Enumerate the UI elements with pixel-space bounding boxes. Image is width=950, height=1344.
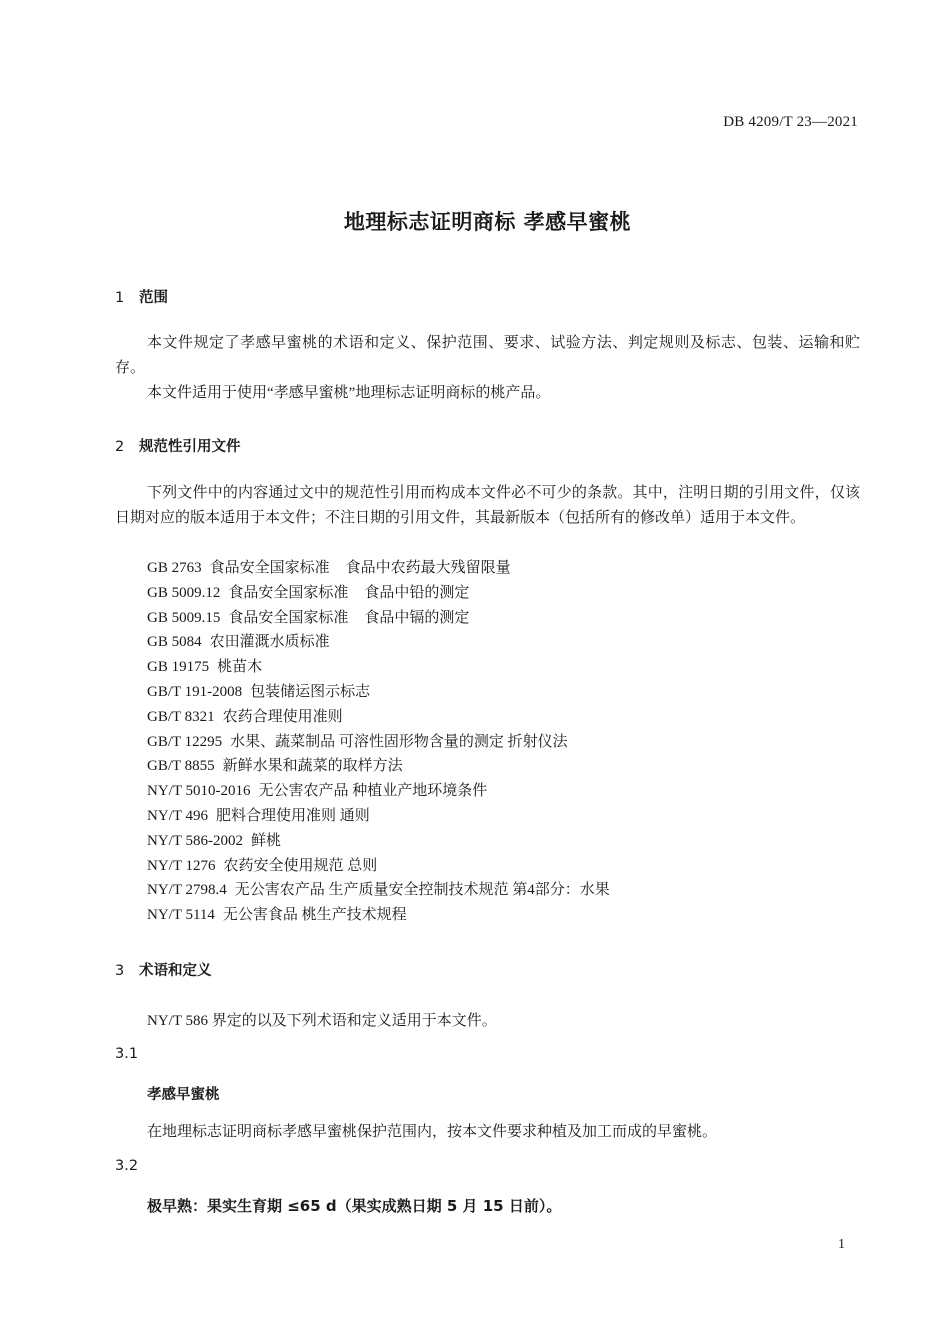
reference-title: 食品安全国家标准 — [228, 609, 349, 626]
reference-title: 水果、蔬菜制品 可溶性固形物含量的测定 折射仪法 — [230, 733, 568, 750]
term-3-1-number: 3.1 — [115, 1046, 139, 1062]
reference-code: NY/T 1276 — [147, 857, 216, 874]
reference-item — [147, 705, 610, 730]
section-1-heading — [115, 286, 168, 307]
reference-code: NY/T 5010-2016 — [147, 783, 251, 800]
reference-item — [147, 630, 610, 655]
reference-item — [147, 655, 610, 680]
reference-item — [147, 779, 610, 804]
reference-item — [147, 854, 610, 879]
reference-title: 食品安全国家标准 — [209, 560, 330, 576]
reference-title: 新鲜水果和蔬菜的取样方法 — [222, 758, 403, 775]
reference-code: GB/T 8321 — [147, 708, 215, 725]
section-1-number: 1 — [115, 290, 125, 306]
scope-paragraph-2: 本文件适用于使用“孝感早蜜桃”地理标志证明商标的桃产品。 — [147, 385, 551, 401]
term-3-1-name: 孝感早蜜桃 — [147, 1087, 220, 1103]
reference-code: GB/T 8855 — [147, 758, 215, 775]
reference-item — [147, 903, 610, 928]
scope-paragraph-1: 本文件规定了孝感早蜜桃的术语和定义、保护范围、要求、试验方法、判定规则及标志、包装、运输和贮存。 — [115, 335, 860, 376]
reference-title: 无公害农产品 生产质量安全控制技术规范 第4部分：水果 — [234, 882, 610, 899]
reference-code: GB 5009.15 — [147, 609, 221, 626]
section-3-heading — [115, 959, 212, 980]
reference-title: 农田灌溉水质标准 — [209, 634, 330, 651]
term-3-1-definition: 在地理标志证明商标孝感早蜜桃保护范围内，按本文件要求种植及加工而成的早蜜桃。 — [147, 1124, 718, 1140]
reference-code: GB 5009.12 — [147, 584, 221, 601]
reference-item — [147, 680, 610, 705]
reference-title: 桃苗木 — [217, 659, 263, 676]
document-number: DB 4209/T 23—2021 — [723, 114, 858, 130]
reference-code: GB/T 12295 — [147, 733, 223, 750]
reference-code: NY/T 586-2002 — [147, 832, 243, 849]
reference-title: 农药合理使用准则 — [222, 708, 343, 725]
section-2-title: 规范性引用文件 — [139, 439, 241, 455]
reference-title: 鲜桃 — [250, 832, 281, 849]
reference-subtitle: 食品中铅的测定 — [364, 584, 470, 601]
reference-code: NY/T 5114 — [147, 907, 215, 924]
reference-title: 包装储运图示标志 — [250, 683, 371, 700]
section-3-number: 3 — [115, 963, 125, 979]
reference-item — [147, 730, 610, 755]
reference-code: GB 2763 — [147, 560, 202, 576]
reference-title: 肥料合理使用准则 通则 — [215, 807, 370, 824]
terms-intro: NY/T 586 界定的以及下列术语和定义适用于本文件。 — [147, 1013, 497, 1029]
reference-item — [147, 606, 610, 631]
reference-item — [147, 878, 610, 903]
section-2-number: 2 — [115, 439, 125, 455]
reference-code: GB 19175 — [147, 659, 210, 676]
section-1-title: 范围 — [139, 290, 168, 306]
reference-list — [147, 556, 610, 928]
references-intro: 下列文件中的内容通过文中的规范性引用而构成本文件必不可少的条款。其中，注明日期的引用文件，仅该日期对应的版本适用于本文件；不注日期的引用文件，其最新版本（包括所有的修改单）适用于本文件。 — [115, 485, 860, 526]
reference-code: GB/T 191-2008 — [147, 683, 243, 700]
reference-title: 无公害农产品 种植业产地环境条件 — [258, 783, 488, 800]
term-3-2-text: 极早熟：果实生育期 ≤65 d（果实成熟日期 5 月 15 日前）。 — [147, 1197, 562, 1215]
reference-code: GB 5084 — [147, 634, 202, 651]
reference-item — [147, 804, 610, 829]
section-3-title: 术语和定义 — [139, 963, 212, 979]
reference-item — [147, 581, 610, 606]
document-title: 地理标志证明商标 孝感早蜜桃 — [343, 210, 632, 234]
term-3-2-number: 3.2 — [115, 1158, 139, 1174]
section-2-heading — [115, 435, 241, 456]
reference-title: 无公害食品 桃生产技术规程 — [222, 907, 407, 924]
reference-item — [147, 754, 610, 779]
reference-title: 农药安全使用规范 总则 — [223, 857, 378, 874]
reference-title: 食品安全国家标准 — [228, 584, 349, 601]
page-number: 1 — [838, 1237, 845, 1252]
reference-subtitle: 食品中镉的测定 — [364, 609, 470, 626]
reference-code: NY/T 496 — [147, 807, 208, 824]
reference-item — [147, 556, 610, 581]
reference-code: NY/T 2798.4 — [147, 882, 227, 899]
reference-item — [147, 829, 610, 854]
reference-subtitle: 食品中农药最大残留限量 — [345, 560, 511, 576]
